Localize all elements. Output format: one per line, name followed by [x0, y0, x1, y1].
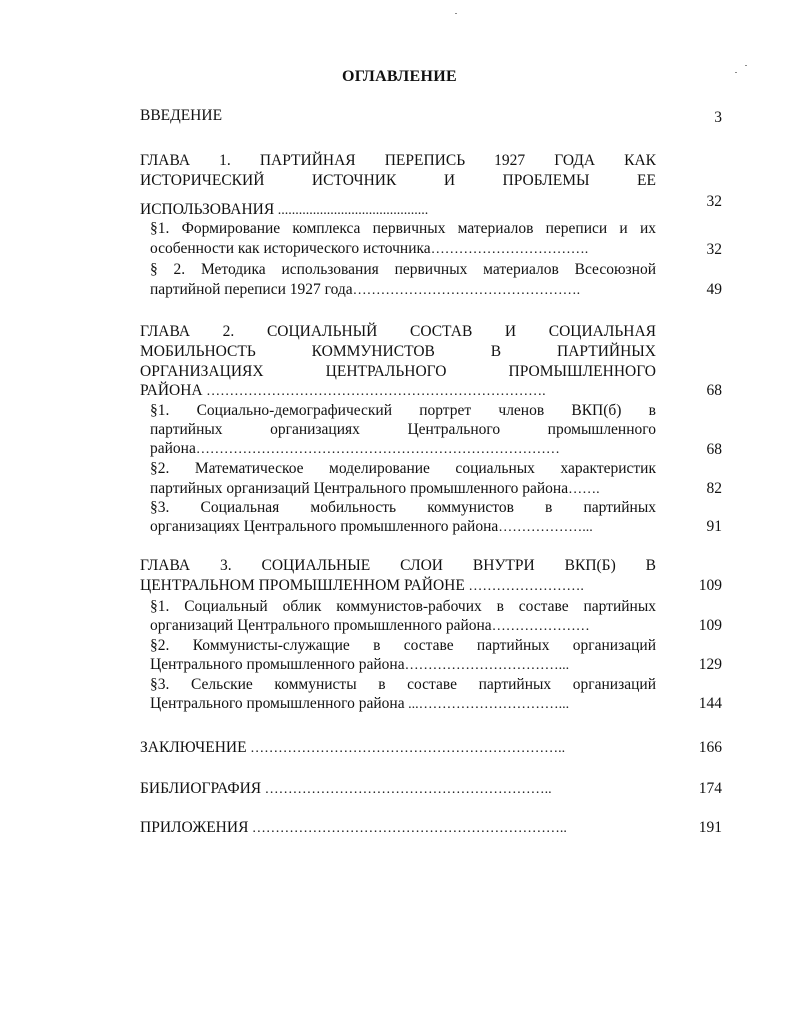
- toc-bibliography: БИБЛИОГРАФИЯ ……………………………………………………..: [140, 780, 552, 797]
- toc-section-2-2-line1: §2. Математическое моделирование социальных характеристик: [150, 460, 656, 477]
- toc-chapter1-line3: ИСПОЛЬЗОВАНИЯ ...........................................: [140, 201, 429, 218]
- scan-speck: [745, 65, 747, 66]
- toc-chapter1-page: 32: [706, 193, 722, 210]
- dot-leader: …………………: [491, 619, 590, 634]
- toc-conclusion-page: 166: [698, 739, 722, 756]
- dot-leader: …………………………….: [430, 242, 589, 257]
- toc-chapter2-line1: ГЛАВА 2. СОЦИАЛЬНЫЙ СОСТАВ И СОЦИАЛЬНАЯ: [140, 323, 656, 340]
- toc-section-3-1-line2: организаций Центрального промышленного района…………………: [150, 617, 590, 634]
- dot-leader: ...........................................: [274, 203, 429, 218]
- toc-chapter2-page: 68: [706, 382, 722, 399]
- toc-section-2-2-line2: партийных организаций Центрального промышленного района…….: [150, 480, 600, 497]
- scan-speck: [455, 13, 457, 14]
- toc-section-3-3-line1: §3. Сельские коммунисты в составе партийных организаций: [150, 676, 656, 693]
- toc-section-3-3-page: 144: [698, 695, 722, 712]
- dot-leader: …………………….: [464, 579, 584, 594]
- toc-appendices-page: 191: [698, 819, 722, 836]
- toc-chapter3-page: 109: [698, 577, 722, 594]
- dot-leader: …….: [568, 482, 600, 497]
- toc-section-2-1-page: 68: [706, 441, 722, 458]
- toc-section-2-2-page: 82: [706, 480, 722, 497]
- toc-section-2-1-line2: партийных организациях Центрального промышленного: [150, 421, 656, 438]
- toc-section-3-3-line2: Центрального промышленного района ...…………………………...: [150, 695, 570, 712]
- page-title: ОГЛАВЛЕНИЕ: [342, 68, 457, 85]
- dot-leader: ……………………………………………………..: [261, 782, 552, 797]
- dot-leader: …………………………………………………………..: [246, 741, 566, 756]
- toc-section-2-3-line2: организациях Центрального промышленного района………………...: [150, 518, 593, 535]
- toc-section-1-1-line1: §1. Формирование комплекса первичных материалов переписи и их: [150, 220, 656, 237]
- toc-chapter2-line4: РАЙОНА ……………………………………………………………….: [140, 382, 546, 399]
- toc-section-3-2-line2: Центрального промышленного района……………………………...: [150, 656, 570, 673]
- toc-section-1-1-line2: особенности как исторического источника…………………………….: [150, 240, 589, 257]
- toc-intro-label: ВВЕДЕНИЕ: [140, 107, 223, 124]
- toc-bibliography-page: 174: [698, 780, 722, 797]
- toc-section-2-3-page: 91: [706, 518, 722, 535]
- toc-chapter2-line2: МОБИЛЬНОСТЬ КОММУНИСТОВ В ПАРТИЙНЫХ: [140, 343, 656, 360]
- toc-section-1-2-line2: партийной переписи 1927 года………………………………………….: [150, 281, 581, 298]
- toc-chapter3-line2: ЦЕНТРАЛЬНОМ ПРОМЫШЛЕННОМ РАЙОНЕ …………………….: [140, 577, 584, 594]
- toc-section-3-2-line1: §2. Коммунисты-служащие в составе партийных организаций: [150, 637, 656, 654]
- dot-leader: ……………………………………………………………….: [202, 384, 546, 399]
- toc-chapter1-line1: ГЛАВА 1. ПАРТИЙНАЯ ПЕРЕПИСЬ 1927 ГОДА КАК: [140, 152, 656, 169]
- toc-conclusion: ЗАКЛЮЧЕНИЕ …………………………………………………………..: [140, 739, 566, 756]
- toc-section-2-1-line1: §1. Социально-демографический портрет членов ВКП(б) в: [150, 402, 656, 419]
- dot-leader: ……………………………...: [404, 658, 570, 673]
- toc-section-3-2-page: 129: [698, 656, 722, 673]
- toc-section-1-2-page: 49: [706, 281, 722, 298]
- dot-leader: ……………………………………………………………………: [195, 442, 560, 457]
- dot-leader: ………………………………………….: [352, 283, 581, 298]
- toc-section-1-1-page: 32: [706, 241, 722, 258]
- toc-section-2-3-line1: §3. Социальная мобильность коммунистов в партийных: [150, 499, 656, 516]
- toc-chapter3-line1: ГЛАВА 3. СОЦИАЛЬНЫЕ СЛОИ ВНУТРИ ВКП(Б) В: [140, 557, 656, 574]
- toc-intro-page: 3: [714, 109, 722, 126]
- toc-section-3-1-line1: §1. Социальный облик коммунистов-рабочих в составе партийных: [150, 598, 656, 615]
- dot-leader: …………………………………………………………..: [248, 821, 567, 836]
- toc-section-1-2-line1: § 2. Методика использования первичных материалов Всесоюзной: [150, 261, 656, 278]
- toc-chapter2-line3: ОРГАНИЗАЦИЯХ ЦЕНТРАЛЬНОГО ПРОМЫШЛЕННОГО: [140, 363, 656, 380]
- toc-section-3-1-page: 109: [698, 617, 722, 634]
- toc-appendices: ПРИЛОЖЕНИЯ …………………………………………………………..: [140, 819, 567, 836]
- toc-section-2-1-line3: района……………………………………………………………………: [150, 440, 560, 457]
- dot-leader: ...…………………………...: [404, 697, 570, 712]
- toc-chapter1-line2: ИСТОРИЧЕСКИЙ ИСТОЧНИК И ПРОБЛЕМЫ ЕЕ: [140, 172, 656, 189]
- dot-leader: ………………...: [498, 520, 593, 535]
